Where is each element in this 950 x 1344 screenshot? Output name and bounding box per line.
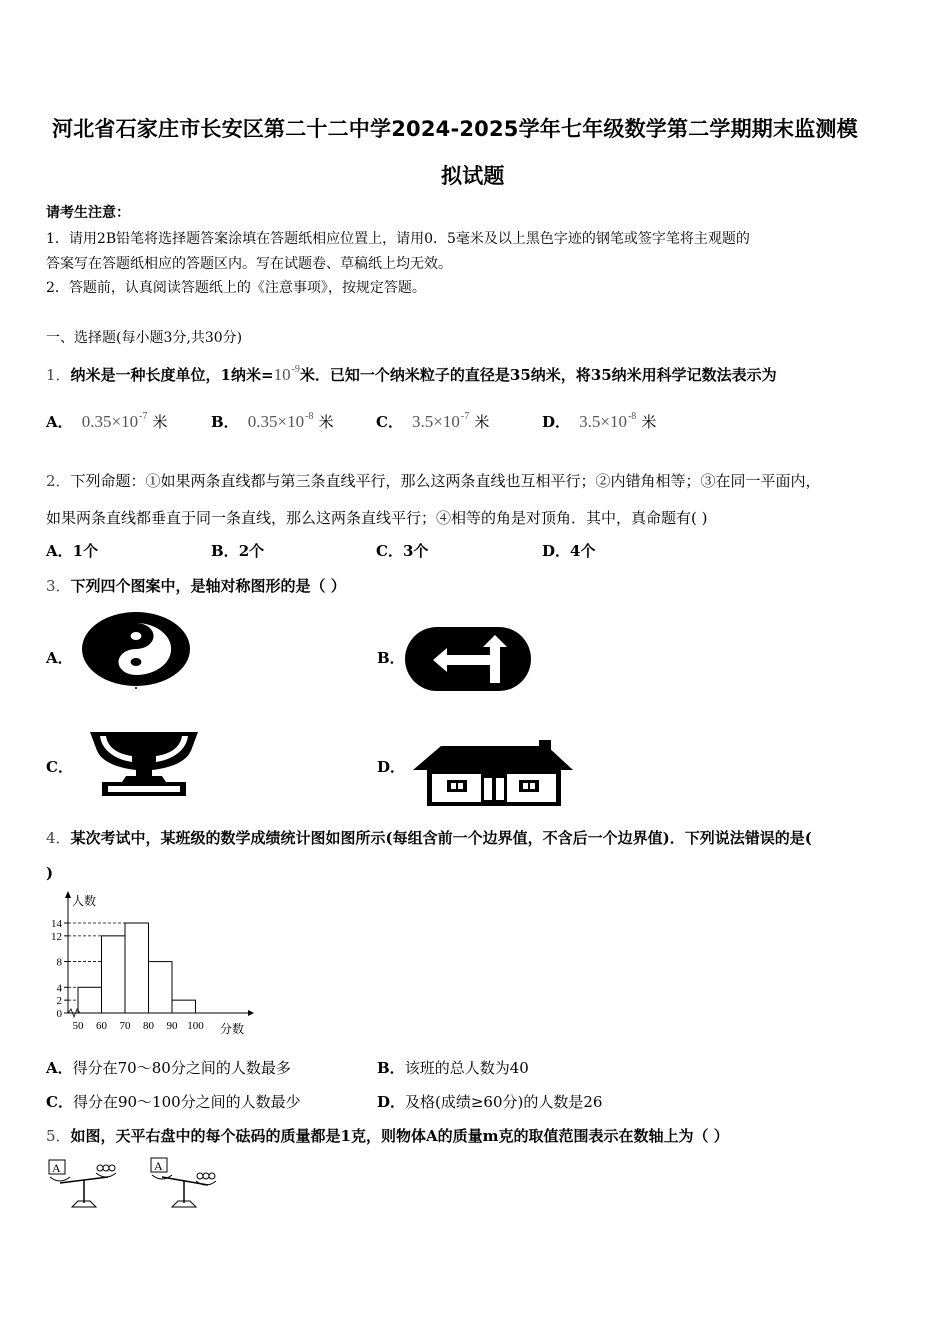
option-coefficient: 3.5×10	[412, 412, 460, 431]
q3-option-b-label[interactable]: B．	[377, 649, 405, 667]
balance-figure-2	[146, 1157, 226, 1213]
option-unit: 米	[641, 413, 657, 431]
option-text: 1个	[72, 542, 99, 560]
option-label: A．	[46, 542, 73, 560]
option-text: 得分在90～100分之间的人数最少	[72, 1093, 301, 1111]
option-exponent: -7	[139, 411, 148, 422]
q2-option-b[interactable]	[211, 540, 264, 561]
question-4	[46, 827, 812, 848]
question-number: 2．	[46, 472, 71, 490]
option-text: 4个	[570, 542, 596, 560]
y-tick-label: 14	[51, 918, 62, 930]
question-number: 5．	[46, 1127, 71, 1145]
option-label: A．	[46, 413, 73, 431]
q3-option-d-label[interactable]: D．	[377, 758, 406, 776]
yin-yang-figure[interactable]	[80, 610, 196, 692]
x-tick-label: 90	[166, 1020, 178, 1032]
option-exponent: -7	[460, 411, 470, 422]
power-expression	[274, 365, 300, 384]
q4-option-b[interactable]	[377, 1057, 529, 1078]
q1-option-d[interactable]	[542, 411, 656, 432]
question-text: 某次考试中，某班级的数学成绩统计图如图所示(每组含前一个边界值，不含后一个边界值)．下列说法错误的是(	[70, 829, 812, 847]
q3-option-c-label[interactable]: C．	[46, 758, 73, 776]
histogram-bar-60-70	[102, 936, 126, 1013]
option-label: D．	[377, 1093, 406, 1111]
page-title-line1: 河北省石家庄市长安区第二十二中学2024-2025学年七年级数学第二学期期末监测模	[52, 117, 858, 141]
page-title-line2: 拟试题	[441, 164, 505, 188]
histogram-bar-80-90	[149, 962, 173, 1013]
option-label: C．	[376, 542, 403, 560]
question-number: 3．	[46, 577, 71, 595]
notice-item: 答案写在答题纸相应的答题区内。写在试题卷、草稿纸上均无效。	[46, 256, 452, 272]
option-coefficient: 0.35×10	[81, 412, 139, 431]
histogram-bar-90-100	[172, 1000, 196, 1013]
notice-item: 1．请用2B铅笔将选择题答案涂填在答题纸相应位置上，请用0．5毫米及以上黑色字迹的钢笔或签字笔将主观题的	[46, 231, 750, 247]
question-text: 下列四个图案中，是轴对称图形的是（ ）	[70, 577, 346, 595]
question-text: 下列命题：①如果两条直线都与第三条直线平行，那么这两条直线也互相平行；②内错角相等；③在同一平面内，	[70, 472, 821, 490]
x-tick-label: 70	[119, 1020, 131, 1032]
histogram-bar-70-80	[125, 923, 149, 1013]
q2-option-c[interactable]	[376, 540, 428, 561]
q1-option-c[interactable]	[376, 411, 489, 432]
question-2	[46, 470, 821, 491]
road-sign-figure[interactable]	[403, 625, 533, 693]
x-tick-label: 60	[96, 1020, 107, 1032]
q2-option-a[interactable]	[46, 540, 98, 561]
question-2-line2: 如果两条直线都垂直于同一条直线，那么这两条直线平行；④相等的角是对顶角．其中，真命题有( )	[46, 509, 708, 527]
notice-heading: 请考生注意：	[46, 205, 130, 221]
option-label: C．	[46, 1093, 73, 1111]
option-text: 该班的总人数为40	[404, 1059, 529, 1077]
q1-option-a[interactable]	[46, 411, 168, 432]
option-coefficient: 3.5×10	[579, 412, 627, 431]
option-label: B．	[211, 542, 239, 560]
option-label: B．	[211, 413, 239, 431]
q4-option-d[interactable]	[377, 1091, 602, 1112]
q1-option-b[interactable]	[211, 411, 334, 432]
balance-figure-1	[46, 1157, 126, 1213]
x-axis-label: 分数	[220, 1022, 245, 1036]
house-figure[interactable]	[411, 738, 575, 808]
y-tick-label: 4	[56, 982, 62, 995]
power-base: 10	[273, 365, 291, 384]
x-tick-label: 80	[143, 1020, 154, 1032]
notice-item: 2．答题前，认真阅读答题纸上的《注意事项》，按规定答题。	[46, 280, 426, 296]
histogram-bar-50-60	[78, 987, 102, 1013]
y-tick-label: 12	[51, 930, 62, 943]
option-unit: 米	[318, 413, 334, 431]
question-number: 1．	[46, 366, 71, 384]
question-text: 纳米是一种长度单位，1纳米=	[70, 366, 274, 384]
option-text: 3个	[402, 542, 429, 560]
histogram-chart	[40, 888, 270, 1038]
option-text: 及格(成绩≥60分)的人数是26	[405, 1093, 603, 1111]
option-unit: 米	[152, 413, 168, 431]
y-axis-arrow-icon	[65, 891, 71, 898]
y-tick-label: 8	[56, 956, 62, 969]
question-text: 米．已知一个纳米粒子的直径是35纳米，将35纳米用科学记数法表示为	[299, 366, 777, 384]
question-4-line2: )	[46, 864, 54, 882]
q4-option-c[interactable]	[46, 1091, 301, 1112]
x-axis-arrow-icon	[248, 1010, 254, 1016]
x-tick-label: 50	[72, 1020, 84, 1032]
object-a-label: A	[52, 1161, 61, 1175]
option-label: C．	[376, 413, 403, 431]
option-label: A．	[46, 1059, 73, 1077]
q4-option-a[interactable]	[46, 1057, 291, 1078]
question-number: 4．	[46, 829, 71, 847]
option-text: 得分在70～80分之间的人数最多	[72, 1059, 291, 1077]
x-tick-label: 100	[187, 1020, 204, 1032]
option-label: B．	[377, 1059, 405, 1077]
power-exponent: -9	[291, 364, 300, 375]
question-1	[46, 364, 777, 385]
option-coefficient: 0.35×10	[247, 412, 305, 431]
section-heading: 一、选择题(每小题3分,共30分)	[46, 330, 243, 346]
option-label: D．	[542, 413, 571, 431]
q3-option-a-label[interactable]: A．	[46, 649, 73, 667]
y-tick-label: 2	[56, 995, 62, 1008]
option-exponent: -8	[627, 411, 637, 422]
question-3	[46, 575, 346, 596]
y-tick-label: 0	[56, 1008, 62, 1020]
option-label: D．	[542, 542, 571, 560]
q2-option-d[interactable]	[542, 540, 595, 561]
question-5	[46, 1125, 729, 1146]
object-a-label: A	[154, 1159, 163, 1173]
option-text: 2个	[238, 542, 265, 560]
option-unit: 米	[474, 413, 490, 431]
option-exponent: -8	[305, 411, 314, 422]
question-text: 如图，天平右盘中的每个砝码的质量都是1克，则物体A的质量m克的取值范围表示在数轴上为（ ）	[70, 1127, 729, 1145]
y-axis-label: 人数	[72, 894, 97, 908]
trophy-figure[interactable]	[80, 726, 208, 798]
